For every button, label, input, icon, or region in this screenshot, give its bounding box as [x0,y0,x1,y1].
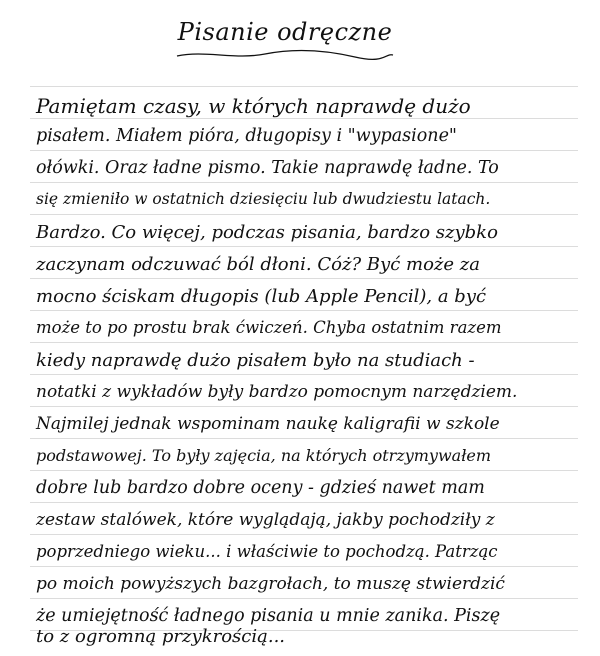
ruled-line [30,86,578,87]
text-line-9: kiedy naprawdę dużo pisałem było na studiach - [36,350,475,371]
ruled-line [30,214,578,215]
ruled-line [30,502,578,503]
ruled-line [30,118,578,119]
text-line-16: po moich powyższych bazgrołach, to muszę stwierdzić [36,574,505,594]
text-line-3: ołówki. Oraz ładne pismo. Takie naprawdę ładne. To [36,158,499,178]
ruled-line [30,566,578,567]
text-line-14: zestaw stalówek, które wyglądają, jakby pochodziły z [36,510,495,530]
page-title: Pisanie odręczne [177,18,393,46]
text-line-13: dobre lub bardzo dobre oceny - gdzieś nawet mam [36,478,485,498]
text-line-10: notatki z wykładów były bardzo pomocnym narzędziem. [36,382,518,402]
text-line-7: mocno ściskam długopis (lub Apple Pencil), a być [36,286,487,307]
ruled-line [30,598,578,599]
text-line-11: Najmilej jednak wspominam naukę kaligrafii w szkole [36,414,500,434]
title-underline [175,48,395,62]
ruled-line [30,374,578,375]
ruled-line [30,406,578,407]
ruled-line [30,342,578,343]
ruled-line [30,278,578,279]
ruled-line [30,534,578,535]
text-line-1: Pamiętam czasy, w których naprawdę dużo [36,94,471,118]
text-line-2: pisałem. Miałem pióra, długopisy i "wypasione" [36,126,457,146]
ruled-line [30,310,578,311]
text-line-4: się zmieniło w ostatnich dziesięciu lub dwudziestu latach. [36,190,491,208]
text-line-5: Bardzo. Co więcej, podczas pisania, bardzo szybko [36,222,498,243]
text-line-6: zaczynam odczuwać ból dłoni. Cóż? Być może za [36,254,480,275]
text-line-18: to z ogromną przykrością... [36,626,286,647]
text-line-15: poprzedniego wieku... i właściwie to pochodzą. Patrząc [36,542,498,561]
text-line-8: może to po prostu brak ćwiczeń. Chyba ostatnim razem [36,318,502,337]
ruled-line [30,246,578,247]
text-line-17: że umiejętność ładnego pisania u mnie zanika. Piszę [36,606,501,626]
text-line-12: podstawowej. To były zajęcia, na których otrzymywałem [36,446,492,465]
ruled-line [30,438,578,439]
ruled-line [30,150,578,151]
ruled-line [30,470,578,471]
ruled-line [30,182,578,183]
